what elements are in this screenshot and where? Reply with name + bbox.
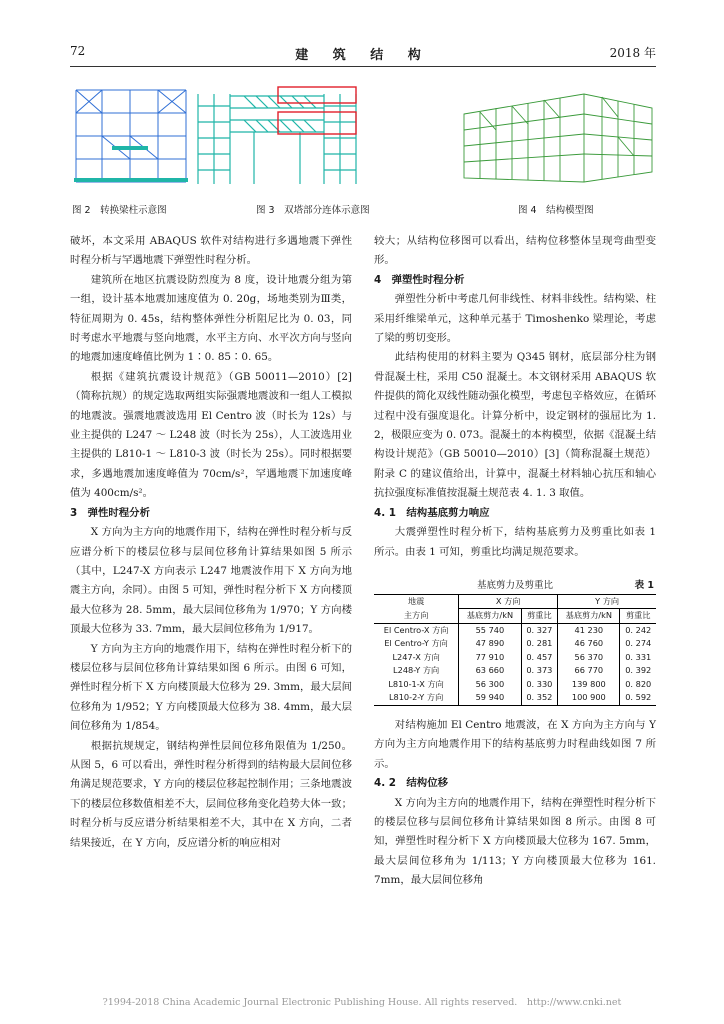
section-heading-4: 4 弹塑性时程分析 (374, 273, 465, 286)
table-subheader: 剪重比 (521, 609, 558, 624)
table-cell: 0. 457 (521, 651, 558, 665)
table-title: 基底剪力及剪重比 (476, 579, 553, 591)
table-cell: 0. 274 (620, 637, 656, 651)
table-cell: L810-2-Y 方向 (374, 691, 459, 705)
header-rule (70, 66, 656, 67)
table-cell: 63 660 (459, 664, 521, 678)
figure-3-connected-towers-image (194, 86, 360, 186)
table-cell: 0. 327 (521, 623, 558, 637)
table-cell: 0. 592 (620, 691, 656, 705)
section-heading-4-2: 4. 2 结构位移 (374, 777, 448, 790)
figure-2-caption: 图 2 转换梁柱示意图 (72, 205, 167, 216)
left-column (70, 232, 352, 853)
table-subheader: 基底剪力/kN (459, 609, 521, 624)
table-cell: L248-Y 方向 (393, 665, 440, 676)
paragraph-materials: 此结构使用的材料主要为 Q345 钢材，底层部分柱为钢骨混凝土柱，采用 C50 混凝土。本文钢材采用 ABAQUS 软件提供的简化双线性随动强化模型，考虑包辛格效应，在循环过程中没有强度退化。计算分析中，设定钢材的强屈比为 1. 2，极限应变为 0. 073。混凝土的本构模型，依据《混凝土结构设计规范》（GB 50010—2010）[3]（简称混凝土规范）附录 C 的建议值给出，计算中，混凝土材料轴心抗压和轴心抗拉强度标准值按混凝土规范表 4. 1. 3 取值。 (374, 351, 656, 500)
paragraph-el-centro: 对结构施加 El Centro 地震波，在 X 方向为主方向与 Y 方向为主方向地震作用下的结构基底剪力时程曲线如图 7 所示。 (374, 718, 656, 770)
table-cell: 47 890 (459, 637, 521, 651)
copyright-footer: ?1994-2018 China Academic Journal Electronic Publishing House. All rights reserved. http://www.cnki.net (102, 997, 622, 1008)
table-cell: 100 900 (558, 691, 620, 705)
table-cell: 0. 352 (521, 691, 558, 705)
table-cell: 0. 392 (620, 664, 656, 678)
running-header (70, 44, 656, 64)
paragraph-ground-motions: 根据《建筑抗震设计规范》（GB 50011—2010）[2]（简称抗规）的规定选取两组实际强震地震波和一组人工模拟的地震波。强震地震波选用 El Centro 波（时长为 12s）与业主提供的 L247 ～ L248 波（时长为 25s），人工波选用业主提供的 L810-1 ～ L810-3 波（时长为 25s）。同时根据要求，多遇地震加速度峰值为 70cm/s²，罕遇地震下加速度峰值为 400cm/s²。 (70, 370, 352, 500)
base-shear-table (374, 594, 656, 706)
table-row (374, 651, 656, 665)
table-row (374, 664, 656, 678)
table-cell: 56 300 (459, 678, 521, 692)
table-cell: L247-X 方向 (392, 651, 440, 662)
figure-4-caption: 图 4 结构模型图 (518, 205, 594, 216)
table-cell: 41 230 (558, 623, 620, 637)
section-heading-3: 3 弹性时程分析 (70, 506, 150, 519)
table-cell: L810-1-X 方向 (388, 678, 444, 689)
table-cell: 139 800 (558, 678, 620, 692)
paragraph-y-direction: Y 方向为主方向的地震作用下，结构在弹性时程分析下的楼层位移与层间位移角计算结果如图 6 所示。由图 6 可知，弹性时程分析下 X 方向楼顶最大位移为 29. 3mm，最大层间位移角为 1/952；Y 方向楼顶最大位移为 38. 4mm，最大层间位移角为 1/854。 (70, 642, 352, 733)
table-cell: 0. 331 (620, 651, 656, 665)
table-cell: 0. 373 (521, 664, 558, 678)
paragraph-seismic-params: 建筑所在地区抗震设防烈度为 8 度，设计地震分组为第一组，设计基本地震加速度值为 0. 20g，场地类别为Ⅲ类，特征周期为 0. 45s，结构整体弹性分析阻尼比为 0. 03，同时考虑水平地震与竖向地震，水平主方向、水平次方向与竖向的地震加速度峰值比例为 1∶0. 85∶0. 65。 (70, 273, 352, 364)
table-cell: El Centro-X 方向 (383, 624, 449, 635)
issue-year: 2018 年 (609, 46, 656, 60)
table-cell: 0. 820 (620, 678, 656, 692)
table-row (374, 637, 656, 651)
paragraph-nonlinearity: 弹塑性分析中考虑几何非线性、材料非线性。结构梁、柱采用纤维梁单元，这种单元基于 Timoshenko 梁理论，考虑了梁的剪切变形。 (374, 293, 656, 345)
table-rowhead: 地震 主方向 (374, 594, 459, 623)
table-subheader: 基底剪力/kN (558, 609, 620, 624)
table-group-x: X 方向 (459, 594, 558, 609)
page-number: 72 (70, 44, 86, 58)
figure-4-structure-model-image (460, 86, 656, 186)
right-column (374, 232, 656, 891)
paragraph-drift-limit: 根据抗规规定，钢结构弹性层间位移角限值为 1/250。从图 5，6 可以看出，弹性时程分析得到的结构最大层间位移角满足规范要求，Y 方向的楼层位移起控制作用；三条地震波下的楼层位移数值相差不大，层间位移角变化趋势大体一致；时程分析与反应谱分析结果相差不大，其中在 X 方向，二者结果接近，在 Y 方向，反应谱分析的响应相对 (70, 739, 352, 849)
table-caption (374, 576, 656, 594)
table-group-y: Y 方向 (558, 594, 656, 609)
paragraph-continued: 破坏，本文采用 ABAQUS 软件对结构进行多遇地震下弹性时程分析与罕遇地震下弹塑性时程分析。 (70, 235, 352, 267)
table-cell: 0. 281 (521, 637, 558, 651)
table-cell: 66 770 (558, 664, 620, 678)
table-cell: El Centro-Y 方向 (384, 638, 448, 649)
table-row (374, 623, 656, 637)
table-cell: 0. 330 (521, 678, 558, 692)
table-subheader: 剪重比 (620, 609, 656, 624)
table-row (374, 678, 656, 692)
figure-2-transfer-beam-image (72, 86, 190, 186)
table-cell: 55 740 (459, 623, 521, 637)
paragraph-x-direction: X 方向为主方向的地震作用下，结构在弹性时程分析与反应谱分析下的楼层位移与层间位移角计算结果如图 5 所示（其中，L247-X 方向表示 L247 地震波作用下 X 方向为地震主方向，余同）。由图 5 可知，弹性时程分析下 X 方向楼顶最大位移为 28. 5mm，最大层间位移角为 1/970；Y 方向楼顶最大位移为 33. 7mm，最大层间位移角为 1/917。 (70, 526, 352, 636)
section-heading-4-1: 4. 1 结构基底剪力响应 (374, 506, 490, 519)
paragraph-continued-right: 较大；从结构位移图可以看出，结构位移整体呈现弯曲型变形。 (374, 235, 656, 267)
table-number: 表 1 (634, 579, 654, 591)
table-cell: 0. 242 (620, 623, 656, 637)
table-row (374, 691, 656, 705)
paragraph-displacement: X 方向为主方向的地震作用下，结构在弹塑性时程分析下的楼层位移与层间位移角计算结果如图 8 所示。由图 8 可知，弹塑性时程分析下 X 方向楼顶最大位移为 167. 5mm，最大层间位移角为 1/113；Y 方向楼顶最大位移为 161. 7mm，最大层间位移角 (374, 796, 656, 887)
figure-3-caption: 图 3 双塔部分连体示意图 (256, 205, 370, 216)
table-cell: 59 940 (459, 691, 521, 705)
table-cell: 56 370 (558, 651, 620, 665)
journal-title: 建 筑 结 构 (295, 48, 431, 63)
paragraph-base-shear: 大震弹塑性时程分析下，结构基底剪力及剪重比如表 1 所示。由表 1 可知，剪重比均满足规范要求。 (374, 526, 656, 558)
table-cell: 77 910 (459, 651, 521, 665)
table-cell: 46 760 (558, 637, 620, 651)
